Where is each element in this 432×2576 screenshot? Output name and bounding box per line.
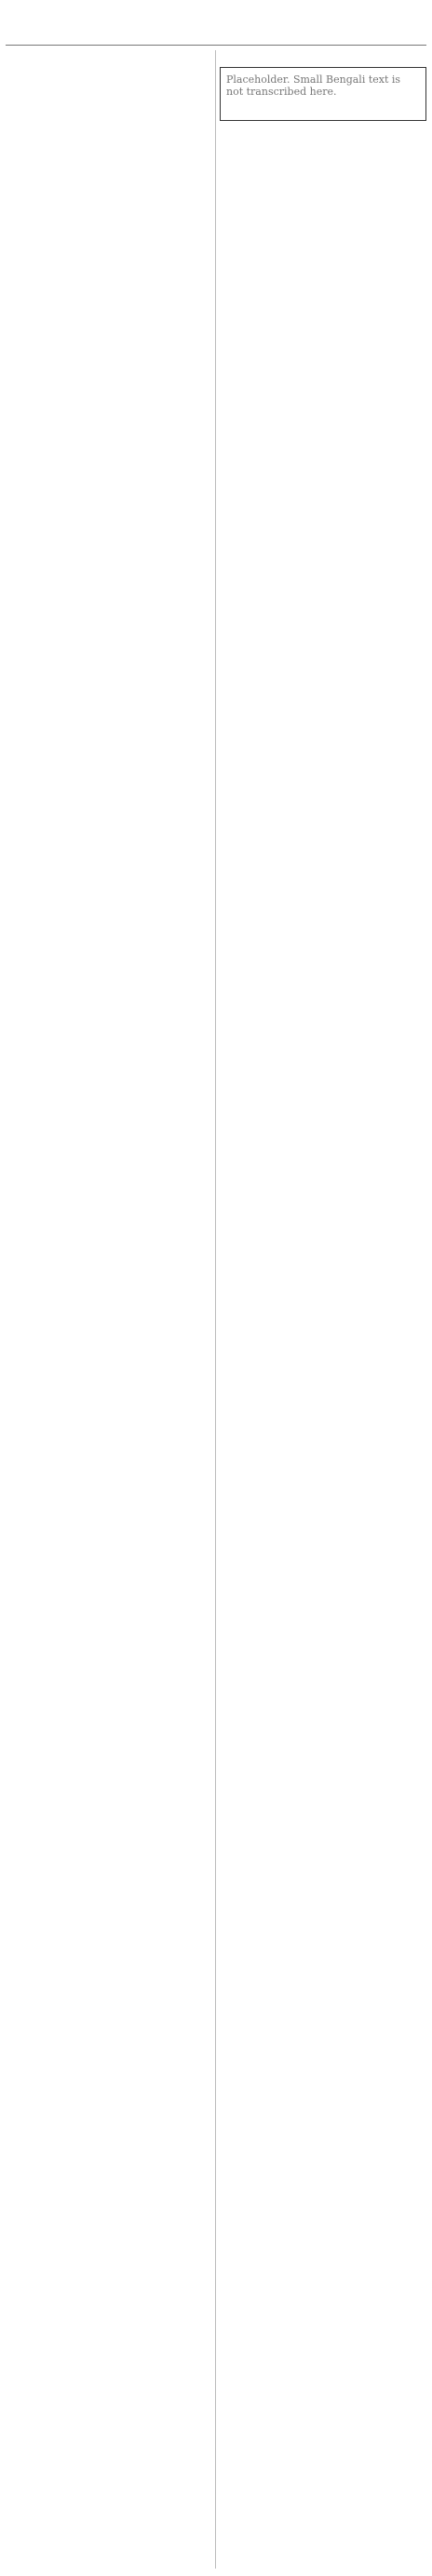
- sub-article-box: [220, 67, 426, 121]
- left-column-body: [6, 50, 212, 58]
- transcription-note: Placeholder. Small Bengali text is not transcribed here.: [226, 73, 401, 98]
- right-column: [220, 50, 426, 2569]
- page-headline: [6, 6, 426, 43]
- column-divider: [215, 50, 216, 2569]
- right-column-body: [220, 50, 426, 58]
- headline-rule: [6, 45, 426, 46]
- left-column: [6, 50, 212, 2569]
